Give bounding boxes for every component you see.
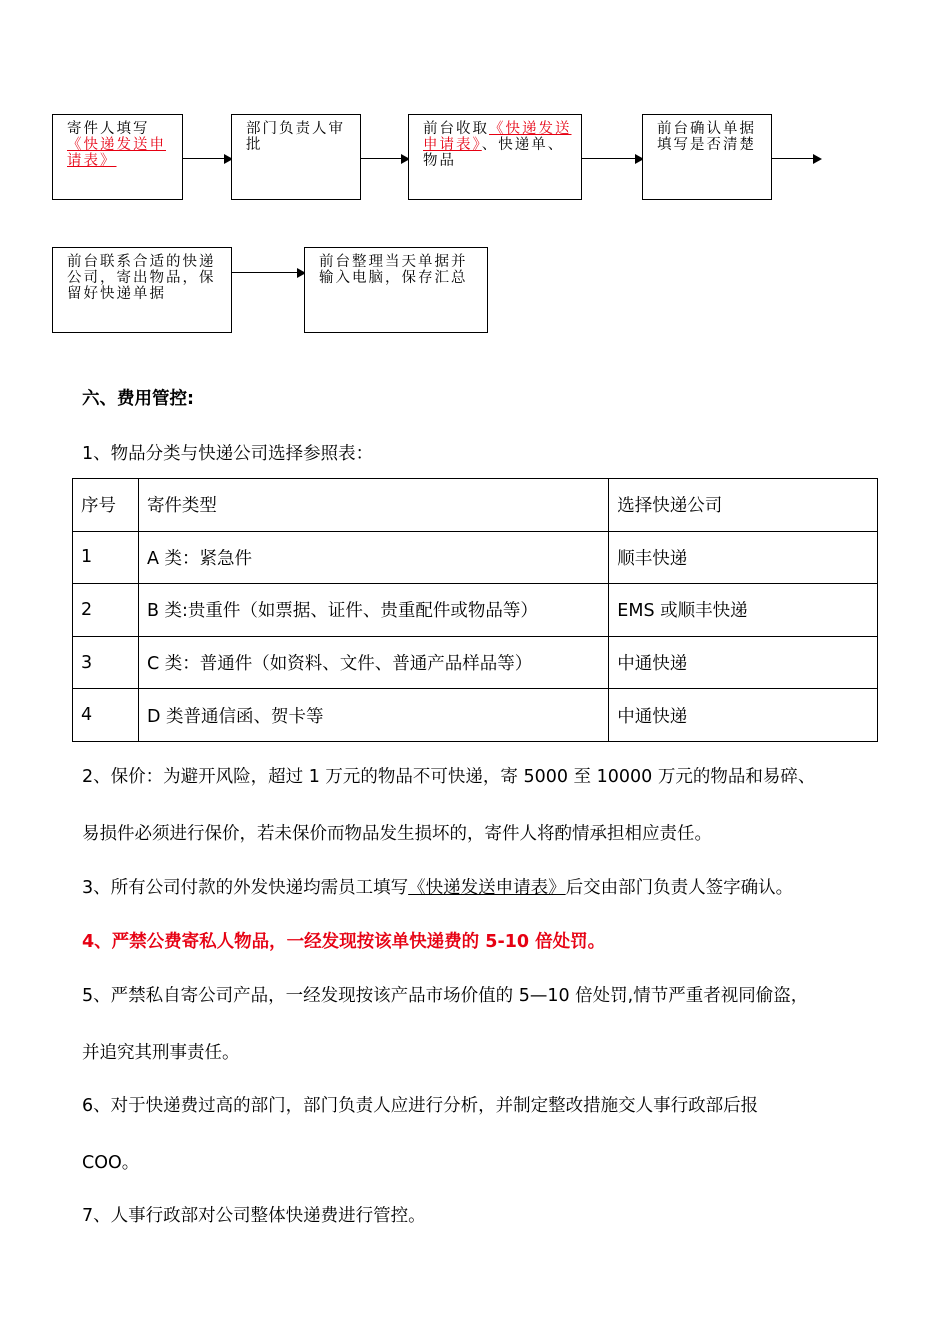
flow-step-6-text: 前台整理当天单据并输入电脑，保存汇总: [319, 254, 468, 286]
table-cell: 2: [73, 584, 139, 637]
table-cell: 中通快递: [609, 689, 878, 742]
item-2-line-2: 易损件必须进行保价，若未保价而物品发生损坏的，寄件人将酌情承担相应责任。: [82, 824, 712, 844]
flow-step-3: [408, 114, 582, 200]
item-4-warning: 4、严禁公费寄私人物品，一经发现按该单快递费的 5-10 倍处罚。: [82, 932, 606, 952]
section-title: 六、费用管控:: [82, 389, 194, 409]
flow-arrow-4: [772, 158, 820, 159]
table-cell: 3: [73, 636, 139, 689]
table-row: [73, 531, 878, 584]
table-row: [73, 689, 878, 742]
item-5-line-2: 并追究其刑事责任。: [82, 1043, 240, 1063]
item-2-line-1: 2、保价：为避开风险，超过 1 万元的物品不可快递，寄 5000 至 10000 万元的物品和易碎、: [82, 767, 816, 787]
table-cell: 1: [73, 531, 139, 584]
flow-arrow-5: [232, 272, 304, 273]
table-row: [73, 584, 878, 637]
flow-step-5: [52, 247, 232, 333]
table-cell: C 类：普通件（如资料、文件、普通产品样品等）: [138, 636, 608, 689]
flow-step-1-text: 寄件人填写: [67, 121, 150, 137]
table-header-cell: 选择快递公司: [609, 479, 878, 532]
flow-step-6: [304, 247, 488, 333]
table-header-cell: 寄件类型: [138, 479, 608, 532]
item-3-text-after: 后交由部门负责人签字确认。: [565, 878, 794, 898]
flow-step-1-form: 《快递发送申请表》: [67, 137, 166, 169]
flow-step-1: [52, 114, 183, 200]
table-header-cell: 序号: [73, 479, 139, 532]
table-header-row: [73, 479, 878, 532]
item-1: 1、物品分类与快递公司选择参照表：: [82, 444, 374, 464]
item-3-text: 3、所有公司付款的外发快递均需员工填写: [82, 878, 409, 898]
flow-step-3-text-after: 、快递单、物品: [423, 137, 565, 169]
item-3-form-link[interactable]: 《快递发送申请表》: [408, 878, 566, 898]
flow-step-3-form: 《快递发送申请表》: [423, 121, 572, 153]
table-cell: B 类:贵重件（如票据、证件、贵重配件或物品等）: [138, 584, 608, 637]
flow-arrow-1: [183, 158, 231, 159]
table-cell: 中通快递: [609, 636, 878, 689]
flow-step-2-text: 部门负责人审批: [246, 121, 345, 153]
table-cell: A 类：紧急件: [138, 531, 608, 584]
flow-step-5-text: 前台联系合适的快递公司，寄出物品，保留好快递单据: [67, 254, 216, 302]
table-cell: 4: [73, 689, 139, 742]
item-3: [82, 874, 793, 899]
flow-arrow-2: [361, 158, 408, 159]
item-6-line-2: COO。: [82, 1153, 140, 1173]
flow-step-4: [642, 114, 772, 200]
item-6-line-1: 6、对于快递费过高的部门，部门负责人应进行分析，并制定整改措施交人事行政部后报: [82, 1096, 759, 1116]
flow-step-2: [231, 114, 361, 200]
flow-step-4-text: 前台确认单据填写是否清楚: [657, 121, 756, 153]
reference-table: [72, 478, 878, 742]
item-5-line-1: 5、严禁私自寄公司产品，一经发现按该产品市场价值的 5—10 倍处罚,情节严重者视同偷盗，: [82, 986, 809, 1006]
table-row: [73, 636, 878, 689]
flow-step-3-text: 前台收取: [423, 121, 489, 137]
table-cell: D 类普通信函、贺卡等: [138, 689, 608, 742]
item-7: 7、人事行政部对公司整体快递费进行管控。: [82, 1206, 426, 1226]
table-cell: 顺丰快递: [609, 531, 878, 584]
table-cell: EMS 或顺丰快递: [609, 584, 878, 637]
flow-arrow-3: [582, 158, 642, 159]
